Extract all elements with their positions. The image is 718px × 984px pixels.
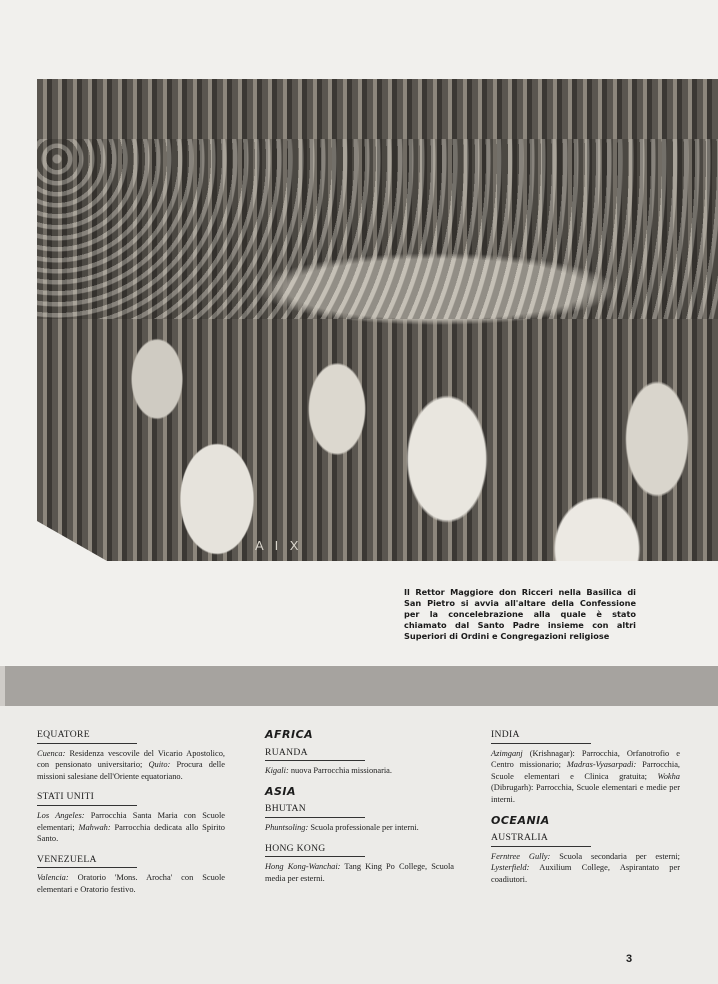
continent-heading-asia: ASIA — [265, 784, 297, 798]
entry-desc: nuova Parrocchia missionaria. — [288, 766, 392, 776]
entry-text — [491, 748, 680, 806]
entry-text — [37, 748, 225, 783]
column-2 — [265, 729, 454, 893]
place-name: Quito: — [148, 760, 171, 770]
country-heading: HONG KONG — [265, 843, 365, 858]
place-name: Ferntree Gully: — [491, 851, 551, 861]
photo-crowd — [37, 139, 718, 319]
entry-desc: Auxilium College, Aspirantato per coadiutori. — [491, 863, 680, 884]
place-name: Los Angeles: — [37, 810, 85, 820]
place-name: Phuntsoling: — [265, 822, 309, 832]
entry-text — [265, 861, 454, 884]
page-number: 3 — [626, 953, 633, 965]
photo-caption: Il Rettor Maggiore don Ricceri nella Basilica di San Pietro si avvia all'altare della Confessione per la concelebrazione alla quale è stato chiamato dal Santo Padre insieme con altri Superiori di Ordini e Congregazioni religiose — [404, 587, 636, 641]
place-name: Madras-Vyasarpadi: — [566, 760, 637, 770]
continent-heading-africa: AFRICA — [265, 728, 314, 741]
country-heading: RUANDA — [265, 747, 365, 762]
country-heading: VENEZUELA — [37, 854, 137, 869]
entry-desc: Parrocchia dedicata allo Spirito Santo. — [37, 822, 225, 844]
section-venezuela — [37, 854, 225, 896]
entry-desc: (Dibrugarh): Parrocchia, Scuole elementari e medie per interni. — [491, 783, 680, 804]
entry-text — [37, 872, 225, 895]
entry-desc: Oratorio 'Mons. Arocha' con Scuole elementari e Oratorio festivo. — [37, 873, 225, 894]
place-name: Kigali: — [265, 766, 289, 776]
country-heading: AUSTRALIA — [491, 832, 591, 847]
entry-text — [37, 810, 225, 845]
entry-desc: Parrocchia Santa Maria con Scuole elementari; — [37, 810, 225, 832]
band-edge — [0, 666, 5, 706]
entry-text — [265, 822, 454, 834]
floor-inscription: A I X — [255, 538, 303, 553]
place-name: Wokha — [657, 771, 680, 781]
section-equatore — [37, 729, 225, 782]
country-heading: EQUATORE — [37, 729, 137, 744]
basilica-photo — [37, 79, 718, 561]
photo-corner — [37, 521, 107, 561]
entry-desc: Tang King Po College, Scuola media per esterni. — [265, 862, 454, 883]
country-heading: INDIA — [491, 729, 591, 744]
place-name: Cuenca: — [37, 748, 66, 758]
section-stati-uniti — [37, 791, 225, 844]
place-name: Azimganj — [491, 748, 523, 758]
entry-desc: Scuola secondaria per esterni; — [550, 851, 680, 861]
entry-desc: (Krishnagar): Parrocchia, Orfanotrofio e Centro missionario; — [491, 748, 680, 770]
column-3 — [491, 729, 680, 895]
entry-desc: Parrocchia, Scuole elementari e Clinica gratuita; — [491, 760, 680, 781]
entry-text — [491, 851, 680, 886]
entry-desc: Scuola professionale per interni. — [308, 822, 419, 832]
country-heading: BHUTAN — [265, 803, 365, 818]
place-name: Hong Kong-Wanchai: — [265, 862, 341, 872]
place-name: Mahwah: — [78, 822, 111, 832]
column-1 — [37, 729, 225, 905]
place-name: Valencia: — [37, 873, 69, 883]
place-name: Lysterfield: — [491, 863, 530, 873]
grey-band — [0, 666, 718, 706]
entry-desc: Residenza vescovile del Vicario Apostolico, con pensionato universitario; — [37, 748, 225, 770]
entry-desc: Procura delle missioni salesiane dell'Oriente equatoriano. — [37, 760, 225, 781]
entry-text — [265, 765, 454, 777]
continent-heading-oceania: OCEANIA — [491, 813, 550, 827]
country-heading: STATI UNITI — [37, 791, 137, 806]
